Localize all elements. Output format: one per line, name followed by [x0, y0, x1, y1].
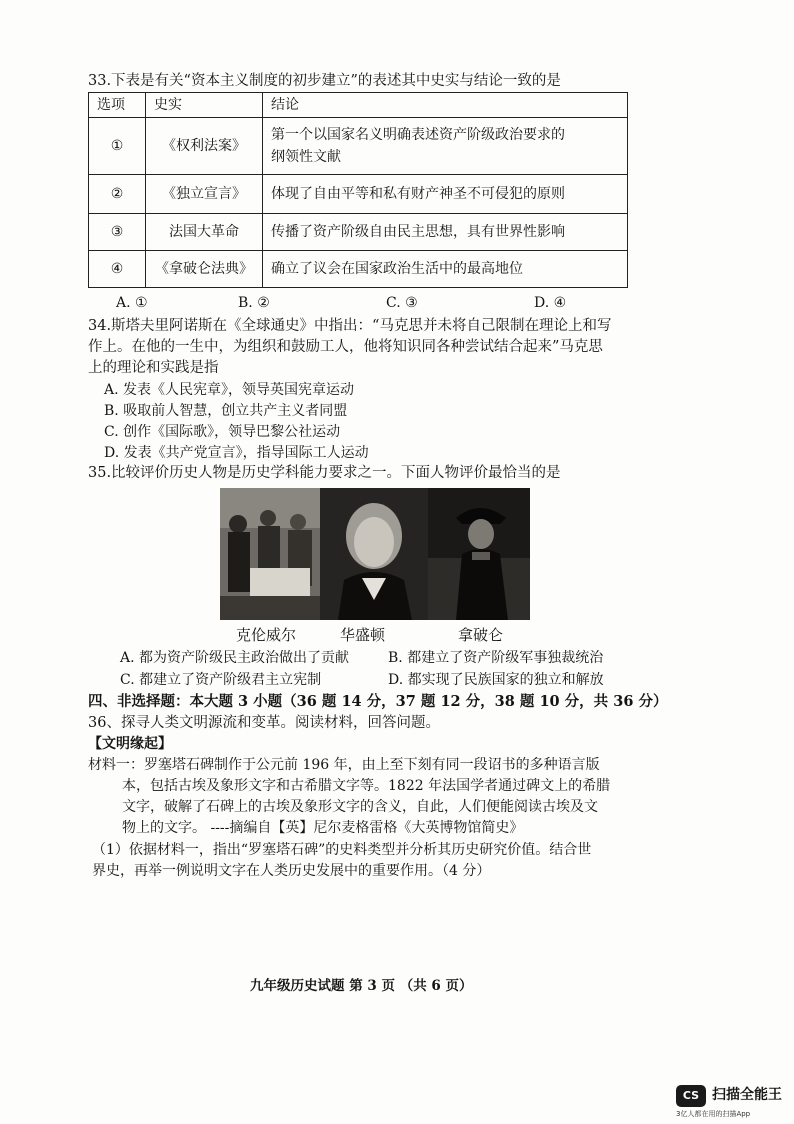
material-line: 材料一：罗塞塔石碑制作于公元前 196 年，由上至下刻有同一段诏书的多种语言版 — [88, 757, 600, 773]
row-fact: 《拿破仑法典》 — [146, 251, 263, 288]
table-row — [89, 214, 628, 251]
section-title: 四、非选择题：本大题 3 小题（36 题 14 分，37 题 12 分，38 题 10 分，共 36 分） — [88, 693, 668, 710]
row-fact: 法国大革命 — [146, 214, 263, 251]
q34-stem-line: 34.斯塔夫里阿诺斯在《全球通史》中指出：“马克思并未将自己限制在理论上和写 — [88, 318, 612, 334]
portraits-illustration — [220, 488, 530, 620]
q35-stem: 35.比较评价历史人物是历史学科能力要求之一。下面人物评价最恰当的是 — [88, 465, 561, 481]
scanner-tagline: 3亿人都在用的扫描App — [676, 1110, 751, 1118]
material-line: 文字，破解了石碑上的古埃及象形文字的含义，自此，人们便能阅读古埃及文 — [122, 799, 598, 815]
row-option: ① — [89, 118, 146, 175]
sub-question-line: （1）依据材料一，指出“罗塞塔石碑”的史料类型并分析其历史研究价值。结合世 — [92, 842, 592, 858]
row-fact: 《独立宣言》 — [146, 175, 263, 214]
q33-option-b: B. ② — [238, 295, 270, 311]
page-footer: 九年级历史试题 第 3 页 （共 6 页） — [250, 978, 473, 994]
row-option: ③ — [89, 214, 146, 251]
row-conclusion-line: 纲领性文献 — [271, 149, 341, 165]
q34-stem-line: 上的理论和实践是指 — [88, 360, 219, 376]
portraits-image — [220, 488, 530, 620]
material-line: 本，包括古埃及象形文字和古希腊文字等。1822 年法国学者通过碑文上的希腊 — [122, 778, 611, 794]
row-option: ② — [89, 175, 146, 214]
q34-option-a: A. 发表《人民宪章》，领导英国宪章运动 — [104, 382, 355, 398]
row-conclusion: 确立了议会在国家政治生活中的最高地位 — [263, 251, 628, 288]
row-conclusion: 体现了自由平等和私有财产神圣不可侵犯的原则 — [263, 175, 628, 214]
q34-option-c: C. 创作《国际歌》，领导巴黎公社运动 — [104, 424, 341, 440]
q35-option-b: B. 都建立了资产阶级军事独裁统治 — [388, 650, 604, 666]
header-conclusion: 结论 — [263, 93, 628, 118]
row-fact: 《权利法案》 — [146, 118, 263, 175]
row-conclusion: 传播了资产阶级自由民主思想，具有世界性影响 — [263, 214, 628, 251]
scanner-logo-icon: CS — [676, 1085, 706, 1107]
table-header-row — [89, 93, 628, 118]
q33-option-c: C. ③ — [386, 295, 418, 311]
q36-subhead: 【文明缘起】 — [88, 736, 172, 752]
scanner-name: 扫描全能王 — [712, 1087, 782, 1103]
q35-option-c: C. 都建立了资产阶级君主立宪制 — [120, 672, 322, 688]
q35-option-d: D. 都实现了民族国家的独立和解放 — [388, 672, 604, 688]
table-row — [89, 118, 628, 175]
q33-option-a: A. ① — [116, 295, 148, 311]
header-fact: 史实 — [146, 93, 263, 118]
row-conclusion — [263, 118, 628, 175]
sub-question-line: 界史，再举一例说明文字在人类历史发展中的重要作用。（4 分） — [92, 863, 491, 879]
caption-napoleon: 拿破仑 — [458, 626, 504, 644]
row-conclusion-line: 第一个以国家名义明确表述资产阶级政治要求的 — [271, 127, 565, 143]
q36-stem: 36、探寻人类文明源流和变革。阅读材料，回答问题。 — [88, 715, 440, 731]
q33-stem: 33.下表是有关“资本主义制度的初步建立”的表述其中史实与结论一致的是 — [88, 73, 561, 89]
caption-cromwell: 克伦威尔 — [236, 626, 297, 644]
q34-option-d: D. 发表《共产党宣言》，指导国际工人运动 — [104, 445, 369, 461]
material-line: 物上的文字。 ----摘编自【英】尼尔麦格雷格《大英博物馆简史》 — [122, 820, 524, 836]
q35-option-a: A. 都为资产阶级民主政治做出了贡献 — [120, 650, 350, 666]
q34-stem-line: 作上。在他的一生中，为组织和鼓励工人，他将知识同各种尝试结合起来”马克思 — [88, 339, 603, 355]
table-row — [89, 251, 628, 288]
row-option: ④ — [89, 251, 146, 288]
header-option: 选项 — [89, 93, 146, 118]
q33-table — [88, 92, 628, 288]
q34-option-b: B. 吸取前人智慧，创立共产主义者同盟 — [104, 403, 348, 419]
table-row — [89, 175, 628, 214]
caption-washington: 华盛顿 — [340, 626, 386, 644]
q33-option-d: D. ④ — [534, 295, 567, 311]
